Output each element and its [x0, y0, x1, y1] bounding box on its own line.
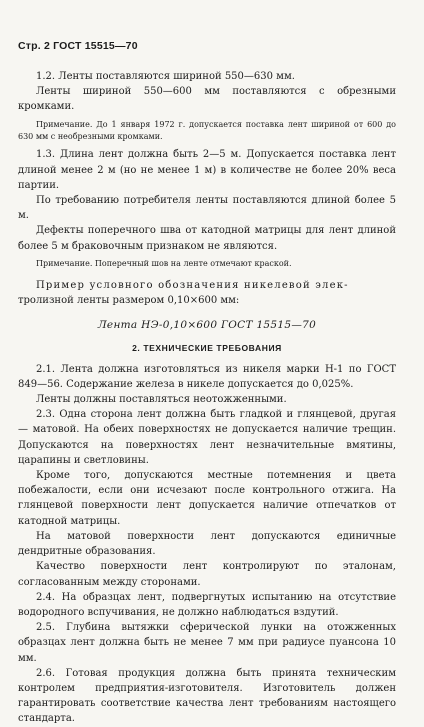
- clause-2-3: 2.3. Одна сторона лент должна быть гладкой и глянцевой, другая — матовой. На обеих поверхностях не допускается наличие трещин. Допускаются на поверхностях лент незначительные вмятины, царапины и светловины.: [18, 409, 396, 466]
- note-1: Примечание. До 1 января 1972 г. допускается поставка лент шириной от 600 до 630 мм с необрезными кромками.: [18, 119, 396, 142]
- example-text: тролизной ленты размером 0,10×600 мм:: [18, 295, 240, 307]
- clause-2-6: 2.6. Готовая продукция должна быть принята техническим контролем предприятия-изготовителя. Изготовитель должен гарантировать соответствие качества лент требованиям настоящего стандарта.: [18, 667, 396, 725]
- clause-2-3-quality: Качество поверхности лент контролируют по эталонам, согласованным между сторонами.: [18, 561, 396, 588]
- clause-2-3-dendrites: На матовой поверхности лент допускаются единичные дендритные образования.: [18, 530, 396, 558]
- page-header: Стр. 2 ГОСТ 15515—70: [18, 40, 138, 52]
- clause-1-3: 1.3. Длина лент должна быть 2—5 м. Допускается поставка лент длиной менее 2 м (но не менее 1 м) в количестве не более 20% веса партии.: [18, 149, 396, 191]
- section-1-continued: [18, 69, 396, 115]
- note-2: Примечание. Поперечный шов на ленте отмечают краской.: [36, 258, 292, 268]
- clause-2-2: Ленты должны поставляться неотожженными.: [36, 394, 287, 406]
- clause-1-2-edges: Ленты шириной 550—600 мм поставляются с обрезными кромками.: [18, 86, 396, 113]
- example-heading: Пример условного обозначения никелевой элек-: [36, 280, 349, 292]
- clause-1-2: 1.2. Ленты поставляются шириной 550—630 мм.: [36, 71, 295, 82]
- clause-1-3-length: По требованию потребителя ленты поставляются длиной более 5 м.: [18, 195, 396, 222]
- clause-2-5: 2.5. Глубина вытяжки сферической лунки на отожженных образцах лент должна быть не менее 7 мм при радиусе пуансона 10 мм.: [18, 622, 396, 664]
- clause-1-3-defects: Дефекты поперечного шва от катодной матрицы для лент длиной более 5 м браковочным признаком не являются.: [18, 225, 396, 252]
- designation-example: Лента НЭ-0,10×600 ГОСТ 15515—70: [97, 318, 317, 331]
- section-title: 2. ТЕХНИЧЕСКИЕ ТРЕБОВАНИЯ: [132, 342, 282, 353]
- document-body: [18, 69, 396, 727]
- clause-2-1: 2.1. Лента должна изготовляться из никеля марки Н-1 по ГОСТ 849—56. Содержание железа в никеле допускается до 0,025%.: [18, 363, 396, 390]
- section-2: [18, 362, 396, 727]
- clause-2-4: 2.4. На образцах лент, подвергнутых испытанию на отсутствие водородного вспучивания, не должно наблюдаться вздутий.: [18, 591, 396, 618]
- clause-2-3-tarnish: Кроме того, допускаются местные потемнения и цвета побежалости, если они исчезают после контрольного отжига. На глянцевой поверхности лент допускается наличие отпечатков от катодной матрицы.: [18, 470, 396, 527]
